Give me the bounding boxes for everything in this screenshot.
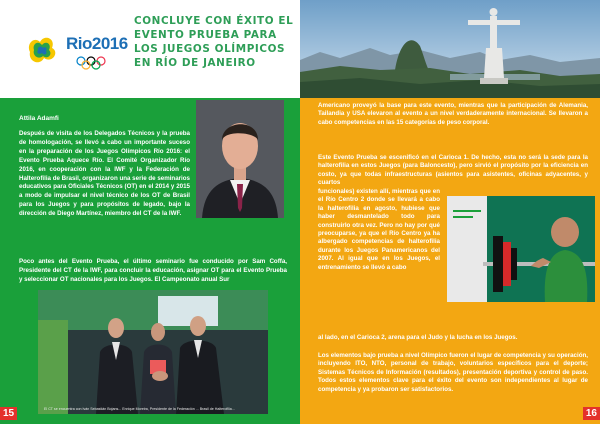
meeting-photo [38, 290, 268, 414]
logo-wordmark: Rio2016 [66, 34, 128, 53]
article-title: CONCLUYE CON ÉXITO EL EVENTO PRUEBA PARA LOS JUEGOS OLÍMPICOS EN RÍO DE JANEIRO [134, 15, 294, 69]
page-number-right: 16 [583, 407, 600, 420]
right-paragraph-2-end: al lado, en el Carioca 2, arena para el Judo y la lucha en los Juegos. [318, 334, 518, 341]
right-paragraph-3: Los elementos bajo prueba a nivel Olímpico fueron el lugar de competencia y su operación, incluyendo ITO, NTO, personal de trabajo, voluntarios específicos para el deporte; Sistemas Técnicos de Información (resultados), presentación deportiva y control de paso. Todos estos elementos clave para el éxito del evento son independientes al lugar de competencia y ya probaron ser satisfactorios. [318, 352, 588, 393]
rio-2016-logo [0, 0, 130, 98]
left-paragraph-2: Poco antes del Evento Prueba, el último seminario fue conducido por Sam Coffa, Presidente del CT de la IWF, para concluir la educación, asignar OT para el Evento Prueba y seleccionar OT nacionales para los Juegos. El Campeonato anual Sur [19, 258, 287, 283]
page-number-left: 15 [0, 407, 17, 420]
photo-caption: El CT se encuentra con Iván Sebastián Bojans... Enrique Moreira, Presidente de la Federación ... Brasil de Halterofilia... [44, 406, 235, 411]
weightlifter-photo [447, 196, 595, 302]
author-portrait-photo [196, 100, 284, 218]
right-paragraph-2-column: funcionales) existen allí, mientras que en el Río Centro 2 donde se llevará a cabo la halterofilia en agosto, hubiese que haber desmantelado todo para construirlo otra vez. Pero no hay por qué preocuparse, ya que el Río Centro ya ha albergado competencias de halterofilia durante los Juegos Panamericanos del 2007. Al igual que en los Juegos, el entrenamiento se llevó a cabo [318, 188, 440, 271]
author-name: Attila Adamfi [19, 115, 59, 122]
right-paragraph-1: Americano proveyó la base para este evento, mientras que la participación de Alemania, Tailandia y USA elevaron al evento a un nivel verdaderamente internacional. Se llevaron a cabo competencias en las 15 categorías de peso corporal. [318, 102, 588, 126]
rio-landscape-photo [300, 0, 600, 98]
right-paragraph-2-top: Este Evento Prueba se escenificó en el Carioca 1. De hecho, esta no será la sede para la halterofilia en estos Juegos (para Baloncesto), pero sirvió el propósito por la eficiencia en costo, ya que todas infraestructuras (asientos para asistentes, oficinas adyacentes, y cuartos [318, 154, 588, 187]
left-paragraph-1: Después de visita de los Delegados Técnicos y la prueba de homologación, se llevó a cabo un importante suceso en la preparación de los Juegos Olímpicos Río 2016: el Evento Prueba Aquece Río. El Comité Organizador Río 2016, en cooperación con la IWF y la Federación de Halterofilia de Brasil, organizaron una serie de seminarios educativos para Oficiales Técnicos (OT) en el 2014 y 2015 a modo de impulsar el nivel técnico de los OT de Brasil para los Juegos y para propósitos de legado, bajo la dirección de Diego Martínez, miembro del CT de la IWF. [19, 130, 190, 218]
olympic-rings-icon [74, 56, 114, 70]
rio-emblem-icon [22, 30, 62, 70]
